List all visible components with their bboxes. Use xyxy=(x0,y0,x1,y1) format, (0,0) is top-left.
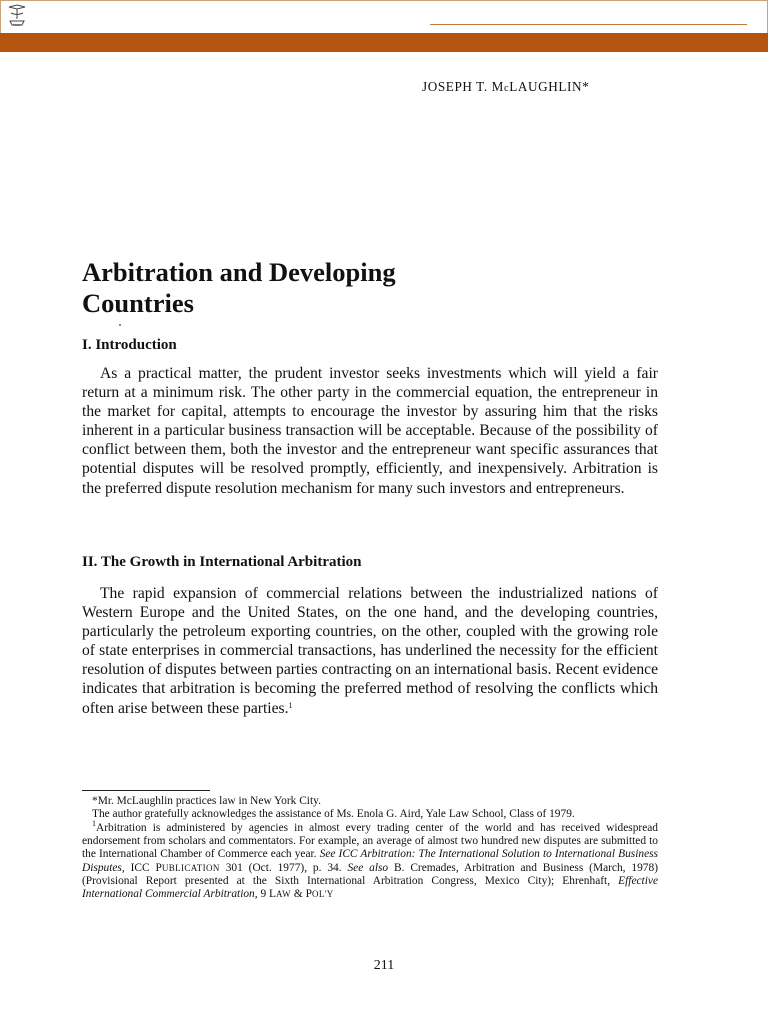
fn1-text-b: ICC xyxy=(124,861,156,874)
footnote-1-number: 1 xyxy=(92,818,96,828)
author-line xyxy=(422,79,589,95)
fn1-pol-rest: OL'Y xyxy=(311,889,334,900)
footnote-separator xyxy=(82,790,210,791)
fn1-text-d: B. Cremades, Arbitration and Business (March, 1978) (Provisional Report presented at the Sixth International Arbitration Congress, Mexico City); Ehrenhaft, xyxy=(82,861,658,888)
fn1-italic-a: See ICC Arbitration: The International Solution to International Business Disputes, xyxy=(82,848,658,874)
title-line-1: Arbitration and Developing xyxy=(82,257,396,287)
header-brown-strip xyxy=(0,33,768,52)
author-mark: * xyxy=(582,79,590,94)
book-lamp-icon xyxy=(5,3,29,29)
footnote-1 xyxy=(82,818,658,902)
fn1-pol-p: P xyxy=(305,888,312,901)
fn1-text-a: Arbitration is administered by agencies in almost every trading center of the world and has received widespread endorsement from scholars and commentators. For example, an average of almost two hundred new disputes are submitted to the International Chamber of Commerce each year. xyxy=(82,821,658,861)
title-line-2: Countries xyxy=(82,288,194,318)
fn1-law-l: L xyxy=(269,888,276,901)
footnotes xyxy=(82,795,658,902)
fn1-italic-c: Effective International Commercial Arbitration, xyxy=(82,875,658,901)
fn1-law-rest: AW xyxy=(275,889,292,900)
author-last: LAUGHLIN xyxy=(509,79,583,94)
header-bar xyxy=(0,0,768,52)
header-rule xyxy=(430,24,747,25)
header-white-strip xyxy=(0,0,768,33)
stray-dot xyxy=(119,324,121,326)
author-mc: M xyxy=(491,79,504,94)
footnote-acknowledgement: The author gratefully acknowledges the assistance of Ms. Enola G. Aird, Yale Law School, Class of 1979. xyxy=(92,808,575,821)
footnote-star: *Mr. McLaughlin practices law in New York City. xyxy=(92,795,321,807)
fn1-text-c: 301 (Oct. 1977), p. 34. xyxy=(219,861,348,874)
article-title xyxy=(82,257,642,319)
author-first: JOSEPH T. xyxy=(422,79,492,94)
fn1-pub-p: P xyxy=(155,861,162,874)
page-number: 211 xyxy=(373,958,395,973)
growth-paragraph-text: The rapid expansion of commercial relations between the industrialized nations of Western Europe and the United States, on the one hand, and the developing countries, particularly the petroleum exporting countries, on the other, coupled with the growing role of state enterprises in commercial transactions, has underlined the necessity for the efficient resolution of disputes between parties contracting on an international basis. Recent evidence indicates that arbitration is becoming the preferred method of resolving the conflicts which often arise between these parties. xyxy=(82,585,658,717)
fn1-italic-b: See also xyxy=(347,861,389,874)
fn1-pub-rest: UBLICATION xyxy=(161,862,220,873)
section-paragraph-growth xyxy=(82,584,658,718)
section-paragraph-introduction: As a practical matter, the prudent investor seeks investments which will yield a fair return at a minimum risk. The other party in the commercial equation, the entrepreneur in the market for capital, attempts to encourage the investor by assuring him that the risks inherent in a particular business transaction will be acceptable. Because of the possibility of conflict between them, both the investor and the entrepreneur want specific assurances that potential disputes will be resolved promptly, efficiently, and inexpensively. Arbitration is the preferred dispute resolution mechanism for many such investors and entrepreneurs. xyxy=(82,365,658,497)
fn1-text-e: 9 xyxy=(257,888,269,901)
section-heading-introduction: I. Introduction xyxy=(82,337,177,353)
footnote-ref-1[interactable]: 1 xyxy=(288,700,293,710)
fn1-amp: & xyxy=(291,888,306,901)
section-heading-growth: II. The Growth in International Arbitration xyxy=(82,554,362,570)
author-mc-small: c xyxy=(503,83,510,94)
